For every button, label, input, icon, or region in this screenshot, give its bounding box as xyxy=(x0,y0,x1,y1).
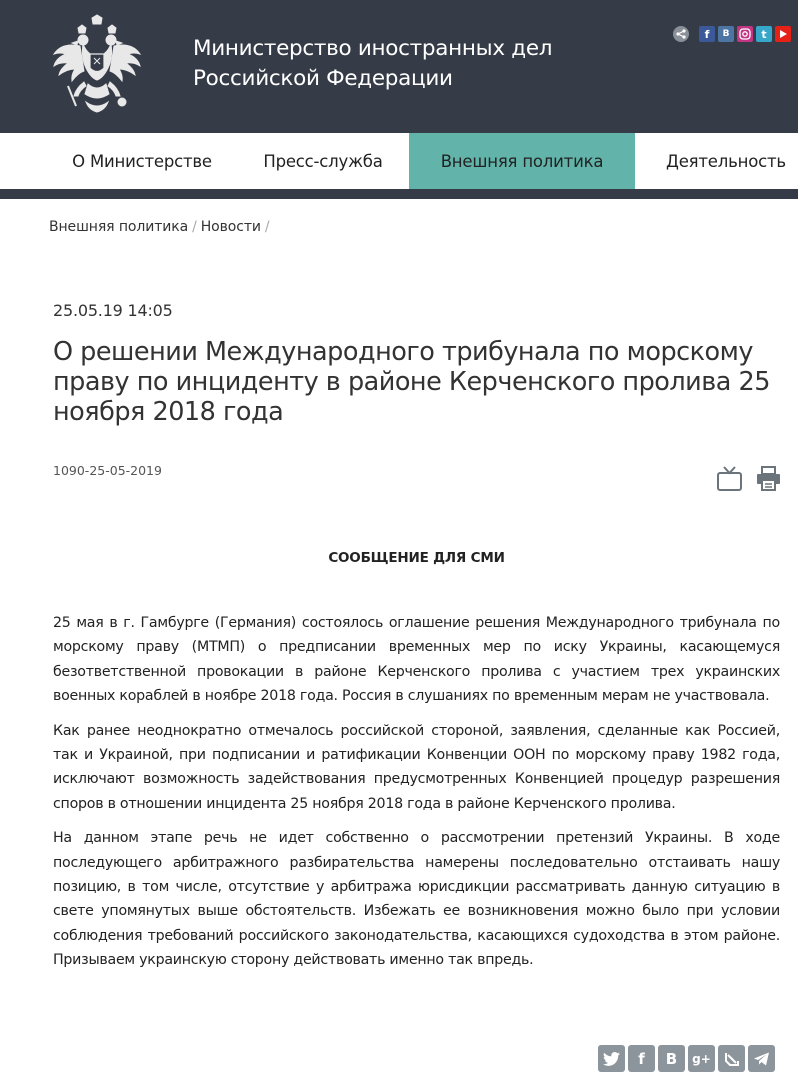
social-links-top xyxy=(672,25,791,43)
share-icon[interactable] xyxy=(672,25,690,43)
article-body xyxy=(53,611,780,983)
vk-icon[interactable]: B xyxy=(658,1045,685,1072)
breadcrumb-news[interactable]: Новости xyxy=(200,219,261,235)
article-date: 25.05.19 14:05 xyxy=(53,301,173,320)
share-buttons-bottom xyxy=(598,1045,775,1072)
double-headed-eagle-icon xyxy=(50,14,144,116)
article-heading: СООБЩЕНИЕ ДЛЯ СМИ xyxy=(328,550,505,566)
telegram-icon[interactable] xyxy=(748,1045,775,1072)
nav-item-press[interactable]: Пресс-служба xyxy=(263,151,383,171)
breadcrumb-foreign-policy[interactable]: Внешняя политика xyxy=(49,219,189,235)
breadcrumb xyxy=(49,219,274,235)
article-paragraph: На данном этапе речь не идет собственно о рассмотрении претензий Украины. В ходе последующего арбитражного разбирательства намерены последовательно отстаивать нашу позицию, в том числе, отсутствие у арбитража юрисдикции рассматривать данную ситуацию в свете упомянутых выше обстоятельств. Избежать ее возникновения можно было при условии соблюдения требований российского законодательства, касающихся судоходства в этом районе. Призываем украинскую сторону действовать именно так впредь. xyxy=(53,830,780,968)
facebook-icon[interactable]: f xyxy=(628,1045,655,1072)
youtube-icon[interactable] xyxy=(775,26,791,42)
twitter-icon[interactable] xyxy=(598,1045,625,1072)
vk-icon[interactable]: B xyxy=(718,26,734,42)
tumblr-icon[interactable]: t xyxy=(756,26,772,42)
instagram-icon[interactable] xyxy=(737,26,753,42)
nav-divider xyxy=(0,189,798,199)
article-title: О решении Международного трибунала по морскому праву по инциденту в районе Керченского пролива 25 ноября 2018 года xyxy=(53,337,770,427)
google-plus-icon[interactable]: g+ xyxy=(688,1045,715,1072)
site-title-line1: Министерство иностранных дел xyxy=(193,36,553,61)
print-icon[interactable] xyxy=(756,466,781,491)
article-paragraph: 25 мая в г. Гамбурге (Германия) состоялось оглашение решения Международного трибунала по морскому праву (МТМП) о предписании временных мер по иску Украины, касающемуся безответственной провокации в районе Керченского пролива с участием трех украинских военных кораблей в ноябре 2018 года. Россия в слушаниях по временным мерам не участвовала. xyxy=(53,615,780,704)
document-number: 1090-25-05-2019 xyxy=(53,463,162,478)
nav-item-ministry[interactable]: О Министерстве xyxy=(72,151,212,171)
facebook-icon[interactable]: f xyxy=(699,26,715,42)
livejournal-icon[interactable] xyxy=(718,1045,745,1072)
site-title[interactable] xyxy=(193,34,613,94)
article-paragraph: Как ранее неоднократно отмечалось российской стороной, заявления, сделанные как Россией, так и Украиной, при подписании и ратификации Конвенции ООН по морскому праву 1982 года, исключают возможность задействования предусмотренных Конвенцией процедур разрешения споров в отношении инцидента 25 ноября 2018 года в районе Керченского пролива. xyxy=(53,722,780,812)
main-nav xyxy=(0,133,798,189)
coat-of-arms-logo[interactable] xyxy=(50,14,144,116)
tv-icon[interactable] xyxy=(716,466,743,492)
nav-item-activity[interactable]: Деятельность xyxy=(666,151,786,171)
breadcrumb-separator: / xyxy=(192,219,197,235)
nav-item-foreign-policy[interactable]: Внешняя политика xyxy=(409,133,635,189)
site-title-line2: Российской Федерации xyxy=(193,66,453,91)
breadcrumb-separator: / xyxy=(264,219,270,235)
site-header xyxy=(0,0,798,133)
